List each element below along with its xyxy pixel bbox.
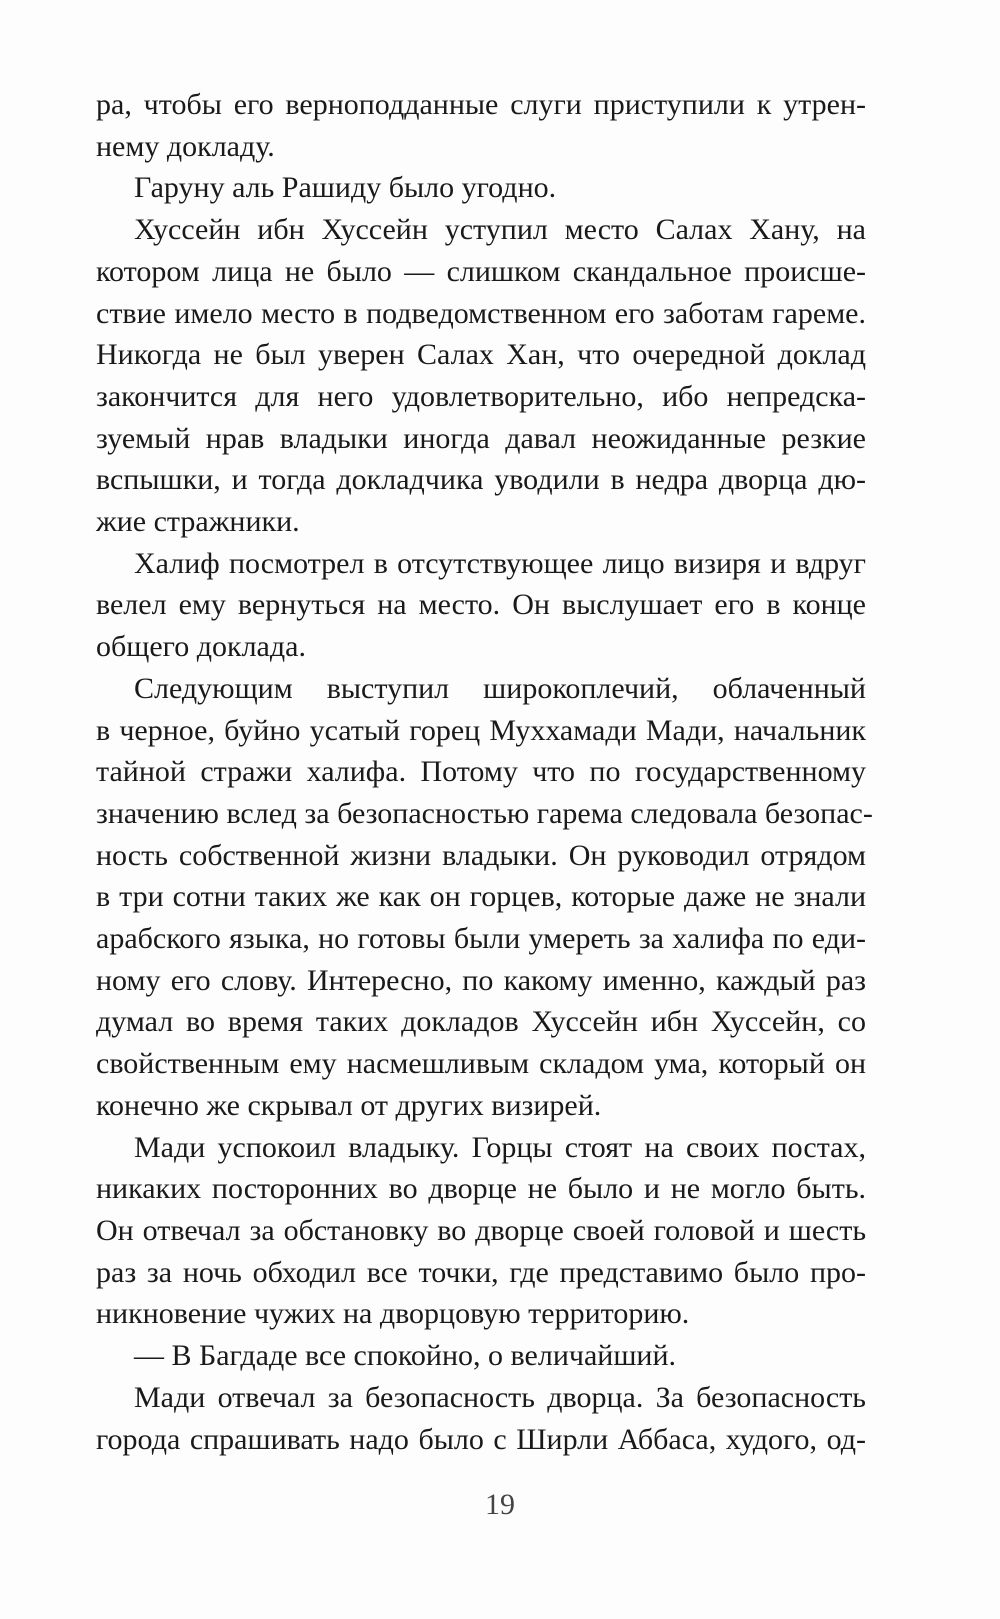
text-line: раз за ночь обходил все точки, где представимо было про-	[96, 1255, 866, 1289]
text-line: арабского языка, но готовы были умереть за халифа по еди-	[96, 922, 866, 956]
text-line: ному его слову. Интересно, по какому именно, каждый раз	[96, 963, 866, 997]
text-line: тайной стражи халифа. Потому что по государственному	[96, 755, 866, 789]
text-line: ность собственной жизни владыки. Он руководил отрядом	[96, 838, 866, 872]
text-line: ствие имело место в подведомственном его заботам гареме.	[96, 296, 866, 330]
paragraph	[96, 1335, 866, 1377]
paragraph	[96, 1127, 866, 1336]
text-line: жие стражники.	[96, 505, 300, 539]
text-line: Гаруну аль Рашиду было угодно.	[134, 171, 557, 205]
paragraph	[96, 668, 873, 1127]
paragraph	[96, 1377, 866, 1460]
text-line: значению вслед за безопасностью гарема следовала безопас-	[96, 796, 873, 830]
text-line: Мади отвечал за безопасность дворца. За безопасность	[134, 1380, 866, 1414]
text-line: — В Багдаде все спокойно, о величайший.	[134, 1339, 677, 1373]
page-number: 19	[485, 1488, 515, 1521]
text-line: котором лица не было — слишком скандальное происше-	[96, 254, 866, 288]
text-line: вспышки, и тогда докладчика уводили в недра дворца дю-	[96, 463, 866, 497]
text-line: общего доклада.	[96, 630, 306, 664]
text-line: думал во время таких докладов Хуссейн ибн Хуссейн, со	[96, 1005, 866, 1039]
text-line: никновение чужих на дворцовую территорию.	[96, 1297, 690, 1331]
text-line: Мади успокоил владыку. Горцы стоят на своих постах,	[134, 1130, 866, 1164]
text-line: в черное, буйно усатый горец Муххамади Мади, начальник	[96, 713, 866, 747]
paragraph	[96, 167, 866, 209]
text-line: велел ему вернуться на место. Он выслушает его в конце	[96, 588, 866, 622]
text-line: конечно же скрывал от других визирей.	[96, 1088, 602, 1122]
text-line: в три сотни таких же как он горцев, которые даже не знали	[96, 880, 866, 914]
text-line: Он отвечал за обстановку во дворце своей головой и шесть	[96, 1213, 866, 1247]
text-line: ра, чтобы его верноподданные слуги приступили к утрен-	[96, 88, 866, 121]
text-line: города спрашивать надо было с Ширли Аббаса, худого, од-	[96, 1422, 866, 1456]
paragraph	[96, 543, 866, 668]
text-line: зуемый нрав владыки иногда давал неожиданные резкие	[96, 421, 866, 455]
text-line: Никогда не был уверен Салах Хан, что очередной доклад	[96, 338, 866, 372]
text-line: никаких посторонних во дворце не было и не могло быть.	[96, 1172, 866, 1206]
text-line: Хуссейн ибн Хуссейн уступил место Салах Хану, на	[134, 213, 866, 247]
text-line: свойственным ему насмешливым складом ума, который он	[96, 1047, 866, 1081]
text-line: Следующим выступил широкоплечий, облаченный	[134, 671, 866, 705]
text-line: Халиф посмотрел в отсутствующее лицо визиря и вдруг	[134, 546, 866, 580]
paragraph	[96, 84, 866, 167]
body-text	[96, 84, 873, 1460]
text-line: нему докладу.	[96, 129, 275, 163]
text-line: закончится для него удовлетворительно, ибо непредска-	[96, 379, 866, 413]
paragraph	[96, 209, 866, 543]
